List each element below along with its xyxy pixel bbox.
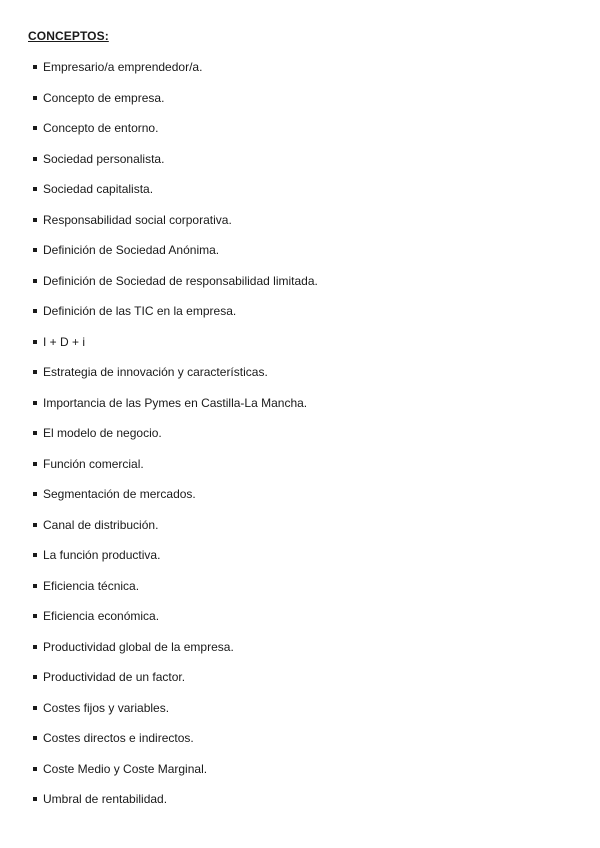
concept-label: Definición de las TIC en la empresa. [43, 304, 237, 318]
concept-label: Segmentación de mercados. [43, 487, 196, 501]
concept-list [33, 59, 318, 822]
concept-item [33, 761, 318, 792]
concept-item [33, 59, 318, 90]
concept-label: Canal de distribución. [43, 517, 159, 532]
square-bullet-icon [33, 218, 37, 222]
concept-item [33, 791, 318, 822]
square-bullet-icon [33, 187, 37, 191]
concept-label: La función productiva. [43, 548, 161, 562]
square-bullet-icon [33, 553, 37, 557]
concept-item [33, 608, 318, 639]
concept-label: Eficiencia económica. [43, 609, 160, 623]
square-bullet-icon [33, 462, 37, 466]
square-bullet-icon [33, 523, 37, 527]
concept-item [33, 639, 318, 670]
square-bullet-icon [33, 431, 37, 435]
square-bullet-icon [33, 65, 37, 69]
square-bullet-icon [33, 309, 37, 313]
square-bullet-icon [33, 492, 37, 496]
concept-label: Definición de Sociedad Anónima. [43, 243, 220, 257]
concept-label: Definición de Sociedad de responsabilidad limitada. [43, 273, 318, 288]
concept-label: Coste Medio y Coste Marginal. [43, 761, 208, 776]
concept-label: Eficiencia técnica. [43, 578, 140, 593]
square-bullet-icon [33, 706, 37, 710]
concept-label: Costes fijos y variables. [43, 700, 170, 715]
concept-item [33, 364, 318, 395]
square-bullet-icon [33, 584, 37, 588]
concept-item [33, 730, 318, 761]
concept-label: Umbral de rentabilidad. [43, 792, 168, 806]
concept-label: Estrategia de innovación y características. [43, 365, 268, 379]
square-bullet-icon [33, 797, 37, 801]
concept-label: Sociedad personalista. [43, 151, 165, 166]
concept-item [33, 578, 318, 609]
concept-label: Productividad de un factor. [43, 670, 186, 684]
concept-item [33, 181, 318, 212]
concept-label: Empresario/a emprendedor/a. [43, 60, 203, 74]
concept-item [33, 212, 318, 243]
concept-label: Costes directos e indirectos. [43, 731, 194, 745]
concept-item [33, 273, 318, 304]
square-bullet-icon [33, 157, 37, 161]
square-bullet-icon [33, 279, 37, 283]
concept-label: Responsabilidad social corporativa. [43, 212, 232, 227]
concept-label: I + D + i [43, 334, 86, 349]
concept-item [33, 486, 318, 517]
concept-label: Sociedad capitalista. [43, 182, 154, 196]
concept-item [33, 395, 318, 426]
square-bullet-icon [33, 736, 37, 740]
concepts-heading: CONCEPTOS: [28, 29, 109, 43]
concept-item [33, 120, 318, 151]
square-bullet-icon [33, 96, 37, 100]
square-bullet-icon [33, 675, 37, 679]
concept-label: El modelo de negocio. [43, 426, 162, 440]
concept-label: Importancia de las Pymes en Castilla-La Mancha. [43, 395, 308, 410]
square-bullet-icon [33, 614, 37, 618]
square-bullet-icon [33, 645, 37, 649]
square-bullet-icon [33, 126, 37, 130]
concept-label: Función comercial. [43, 456, 144, 471]
concept-label: Concepto de empresa. [43, 90, 165, 105]
concept-item [33, 669, 318, 700]
square-bullet-icon [33, 340, 37, 344]
square-bullet-icon [33, 401, 37, 405]
concept-item [33, 517, 318, 548]
concept-item [33, 547, 318, 578]
concept-label: Concepto de entorno. [43, 121, 159, 135]
concept-item [33, 425, 318, 456]
square-bullet-icon [33, 370, 37, 374]
concept-label: Productividad global de la empresa. [43, 639, 234, 654]
concept-item [33, 90, 318, 121]
concept-item [33, 242, 318, 273]
concept-item [33, 303, 318, 334]
concept-item [33, 700, 318, 731]
concept-item [33, 456, 318, 487]
concept-item [33, 151, 318, 182]
concept-item [33, 334, 318, 365]
square-bullet-icon [33, 248, 37, 252]
square-bullet-icon [33, 767, 37, 771]
